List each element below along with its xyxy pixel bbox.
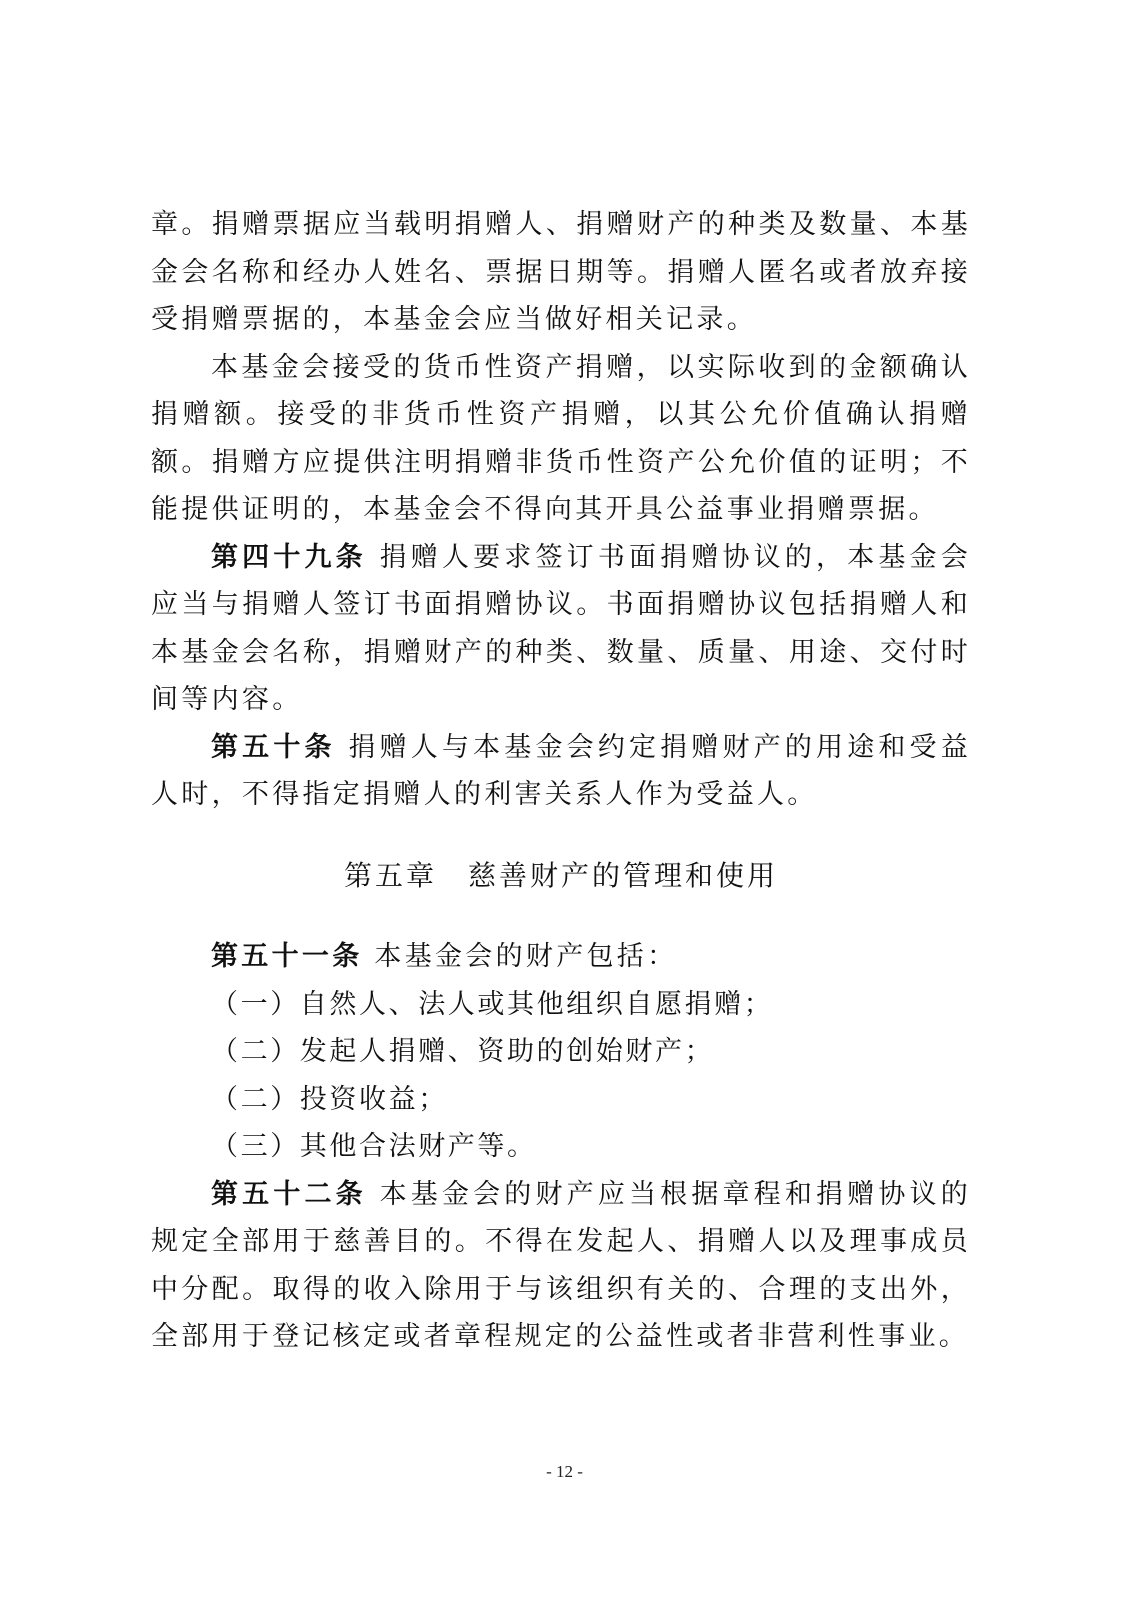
- article-49-title: 第四十九条: [211, 541, 367, 573]
- article-51: [151, 933, 971, 981]
- article-52-text: 本基金会的财产应当根据章程和捐赠协议的规定全部用于慈善目的。不得在发起人、捐赠人以及理事成员中分配。取得的收入除用于与该组织有关的、合理的支出外，全部用于登记核定或者章程规定的公益性或者非营利性事业。: [151, 1178, 972, 1352]
- article-49: [151, 534, 971, 724]
- article-51-text: 本基金会的财产包括：: [374, 941, 678, 972]
- article-51-title: 第五十一条: [211, 941, 363, 972]
- article-50-text: 捐赠人与本基金会约定捐赠财产的用途和受益人时，不得指定捐赠人的利害关系人作为受益人。: [151, 731, 972, 810]
- list-item: （一）自然人、法人或其他组织自愿捐赠；: [211, 988, 774, 1020]
- article-52: [151, 1171, 971, 1361]
- list-item: （三）其他合法财产等。: [211, 1131, 537, 1162]
- article-52-title: 第五十二条: [211, 1178, 367, 1210]
- page-number: - 12 -: [546, 1462, 583, 1481]
- list-item: （二）发起人捐赠、资助的创始财产；: [211, 1036, 715, 1067]
- list-item: （二）投资收益；: [211, 1083, 448, 1115]
- chapter-heading: 第五章 慈善财产的管理和使用: [343, 858, 778, 892]
- paragraph-donation-amount: 本基金会接受的货币性资产捐赠，以实际收到的金额确认捐赠额。接受的非货币性资产捐赠，以其公允价值确认捐赠额。捐赠方应提供注明捐赠非货币性资产公允价值的证明；不能提供证明的，本基金会不得向其开具公益事业捐赠票据。: [151, 351, 971, 525]
- document-body: [151, 201, 971, 1361]
- paragraph-donation-receipt: 章。捐赠票据应当载明捐赠人、捐赠财产的种类及数量、本基金会名称和经办人姓名、票据日期等。捐赠人匿名或者放弃接受捐赠票据的，本基金会应当做好相关记录。: [151, 209, 971, 335]
- article-50-title: 第五十条: [211, 731, 336, 763]
- article-50: [151, 724, 971, 819]
- article-49-text: 捐赠人要求签订书面捐赠协议的，本基金会应当与捐赠人签订书面捐赠协议。书面捐赠协议包括捐赠人和本基金会名称，捐赠财产的种类、数量、质量、用途、交付时间等内容。: [151, 541, 972, 715]
